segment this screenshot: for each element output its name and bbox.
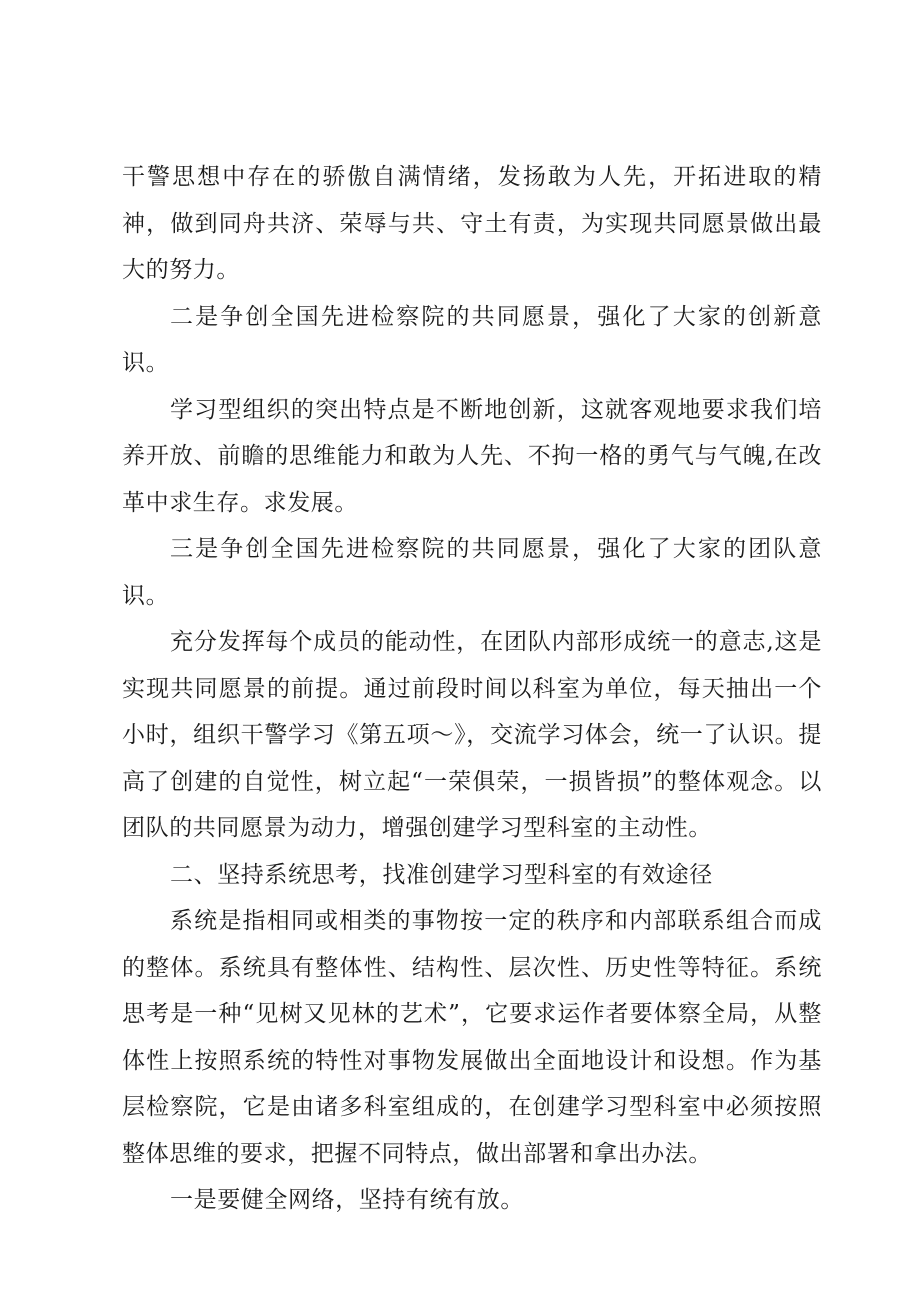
section-heading-systems-thinking: 二、坚持系统思考，找准创建学习型科室的有效途径 [170, 861, 713, 888]
paragraph-network-heading: 一是要健全网络，坚持有统有放。 [170, 1187, 524, 1213]
paragraph-innovation-body: 学习型组织的突出特点是不断地创新，这就客观地要求我们培养开放、前瞻的思维能力和敢为人先、不拘一格的勇气与气魄,在改革中求生存。求发展。 [122, 396, 822, 516]
paragraph-team-heading: 三是争创全国先进检察院的共同愿景，强化了大家的团队意识。 [122, 536, 822, 609]
paragraph-innovation-heading: 二是争创全国先进检察院的共同愿景，强化了大家的创新意识。 [122, 303, 822, 376]
paragraph-continued: 干警思想中存在的骄傲自满情绪，发扬敢为人先，开拓进取的精神，做到同舟共济、荣辱与共、守土有责，为实现共同愿景做出最大的努力。 [122, 164, 822, 283]
document-body [122, 154, 822, 1224]
paragraph-team-body: 充分发挥每个成员的能动性，在团队内部形成统一的意志,这是实现共同愿景的前提。通过前段时间以科室为单位，每天抽出一个小时，组织干警学习《第五项～》，交流学习体会，统一了认识。提高了创建的自觉性，树立起“一荣俱荣，一损皆损”的整体观念。以团队的共同愿景为动力，增强创建学习型科室的主动性。 [122, 629, 822, 841]
paragraph-systems-body: 系统是指相同或相类的事物按一定的秩序和内部联系组合而成的整体。系统具有整体性、结构性、层次性、历史性等特征。系统思考是一种“见树又见林的艺术”，它要求运作者要体察全局，从整体性上按照系统的特性对事物发展做出全面地设计和设想。作为基层检察院，它是由诸多科室组成的，在创建学习型科室中必须按照整体思维的要求，把握不同特点，做出部署和拿出办法。 [122, 908, 822, 1167]
